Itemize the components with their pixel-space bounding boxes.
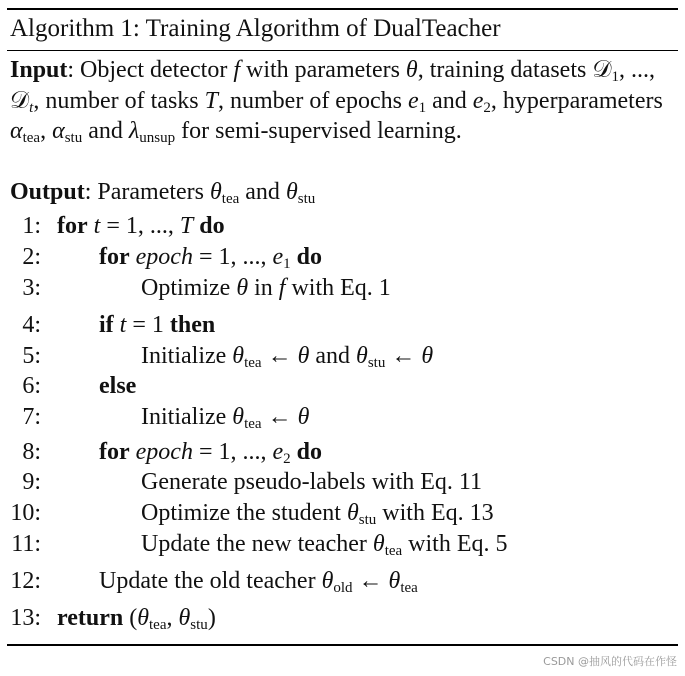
line-number: 3:	[22, 275, 41, 301]
line-number: 5:	[22, 343, 41, 369]
line-number: 13:	[10, 605, 41, 631]
line-number: 1:	[22, 213, 41, 239]
algorithm-line: 4: if t = 1 then	[0, 309, 678, 341]
line-number: 9:	[22, 469, 41, 495]
algorithm-line: 11: Update the new teacher $\theta_{tea}$ with Eq. 5	[0, 528, 678, 560]
algorithm-line: 3: Optimize θ in f with Eq. 1	[0, 272, 678, 304]
line-number: 11:	[11, 531, 41, 557]
algorithm-line: 13: return ($\theta_{tea}$, $\theta_{stu}$)	[0, 602, 678, 634]
line-number: 10:	[10, 500, 41, 526]
algorithm-line: 8: for epoch = 1, ..., $e_2$ do	[0, 436, 678, 468]
title-rule	[7, 50, 678, 51]
watermark: CSDN @抽风的代码在作怪	[543, 655, 677, 668]
input-spec: Input: Object detector f with parameters θ, training datasets 𝒟$_1$, ..., 𝒟$_t$, number of tasks T, number of epochs $e_1$ and $e_2$, hyperparameters $\alpha_{tea}$, $\alpha_{stu}$ and $\lambda_{unsup}$ for semi-supervised learning.	[10, 57, 663, 146]
output-label: Output	[10, 179, 85, 205]
line-number: 6:	[22, 373, 41, 399]
line-number: 8:	[22, 439, 41, 465]
algorithm-line: 5: Initialize $\theta_{tea}$ ← θ and $\theta_{stu}$ ← θ	[0, 340, 678, 372]
input-label: Input	[10, 57, 68, 83]
algorithm-line: 1: for t = 1, ..., T do	[0, 210, 678, 242]
algorithm-line: 9: Generate pseudo-labels with Eq. 11	[0, 466, 678, 498]
algorithm-title: Algorithm 1: Training Algorithm of DualTeacher	[10, 15, 501, 42]
algorithm-line: 12: Update the old teacher $\theta_{old}$ ← $\theta_{tea}$	[0, 565, 678, 597]
bottom-rule	[7, 644, 678, 646]
algorithm-line: 6: else	[0, 370, 678, 402]
line-number: 7:	[22, 404, 41, 430]
line-number: 4:	[22, 312, 41, 338]
algorithm-line: 7: Initialize $\theta_{tea}$ ← θ	[0, 401, 678, 433]
line-number: 2:	[22, 244, 41, 270]
line-number: 12:	[10, 568, 41, 594]
algorithm-line: 2: for epoch = 1, ..., $e_1$ do	[0, 241, 678, 273]
algorithm-line: 10: Optimize the student $\theta_{stu}$ with Eq. 13	[0, 497, 678, 529]
top-rule	[7, 8, 678, 10]
output-spec: Output: Parameters $\theta_{tea}$ and $\theta_{stu}$	[10, 179, 316, 207]
